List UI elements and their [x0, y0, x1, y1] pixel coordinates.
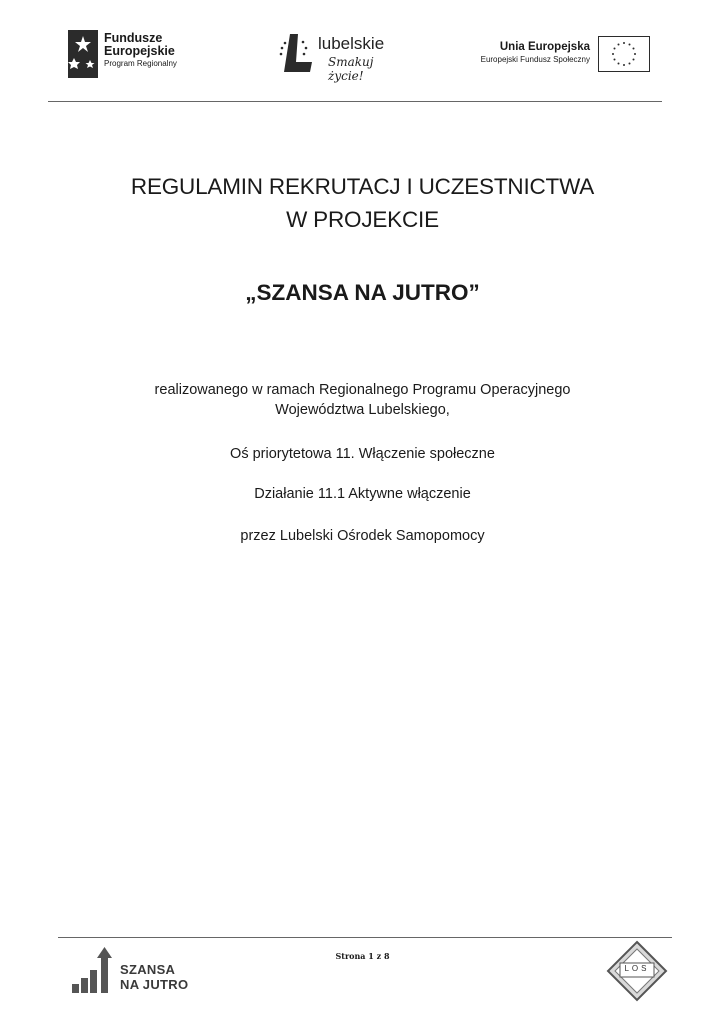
document-title-line2: W PROJEKCIE — [286, 207, 439, 232]
szansa-logo-line1: SZANSA — [120, 962, 176, 977]
eu-logo-line2: Europejski Fundusz Społeczny — [480, 55, 590, 64]
implementer: przez Lubelski Ośrodek Samopomocy — [240, 528, 485, 544]
lubelskie-logo-slogan: Smakuj życie! — [328, 55, 374, 83]
eu-flag-icon — [598, 36, 650, 72]
program-description-line2: Województwa Lubelskiego, — [275, 402, 450, 418]
fundusze-europejskie-logo — [68, 28, 193, 80]
szansa-na-jutro-logo — [70, 946, 190, 996]
header-divider — [48, 101, 662, 102]
unia-europejska-logo — [472, 36, 652, 78]
project-name: „SZANSA NA JUTRO” — [245, 280, 480, 305]
eu-logo-line1: Unia Europejska — [499, 41, 590, 53]
page-number: Strona 1 z 8 — [335, 951, 390, 961]
fundusze-europejskie-mark-icon — [68, 30, 98, 78]
document-title — [0, 170, 725, 236]
lubelskie-l-icon — [276, 32, 314, 78]
program-description — [0, 380, 725, 420]
measure: Działanie 11.1 Aktywne włączenie — [254, 486, 471, 502]
rising-bars-arrow-icon — [70, 946, 118, 994]
footer-divider — [58, 937, 672, 938]
program-description-line1: realizowanego w ramach Regionalnego Programu Operacyjnego — [154, 382, 571, 398]
document-title-line1: REGULAMIN REKRUTACJ I UCZESTNICTWA — [130, 174, 595, 199]
priority-axis: Oś priorytetowa 11. Włączenie społeczne — [230, 446, 495, 462]
szansa-logo-line2: NA JUTRO — [120, 977, 189, 992]
fe-logo-line2: Europejskie — [104, 44, 175, 58]
fe-logo-line1: Fundusze — [104, 31, 163, 45]
los-logo-text: LOS — [624, 964, 650, 973]
los-logo — [606, 940, 668, 1002]
fe-logo-line3: Program Regionalny — [104, 59, 177, 68]
lubelskie-logo — [276, 28, 401, 83]
lubelskie-logo-name: lubelskie — [318, 34, 385, 53]
